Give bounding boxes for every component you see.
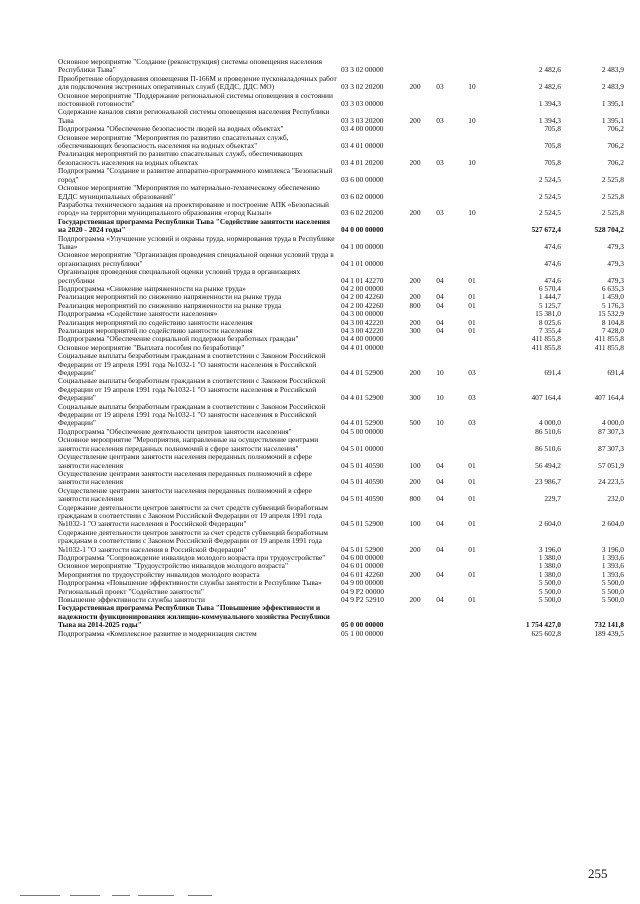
- row-description: Повышение эффективности службы занятости: [58, 595, 205, 604]
- row-amount-2024: 411 855,8: [531, 334, 561, 344]
- row-amount-2025: 232,0: [607, 494, 624, 504]
- budget-table: [0, 58, 640, 638]
- row-target-code: 04 4 01 00000: [341, 342, 384, 352]
- row-section: 04: [436, 519, 444, 529]
- row-description: Основное мероприятие "Мероприятия, направленные на осуществление центрами занятости населения переданных полномочий в сфере занятости населения": [58, 435, 319, 453]
- table-row: [0, 504, 640, 529]
- row-amount-2025: 2 483,9: [601, 82, 624, 92]
- row-description: Подпрограмма «Улучшение условий и охраны труда, нормирования труда в Республике Тыва»: [58, 233, 335, 251]
- row-target-code: 03 6 02 20200: [341, 208, 384, 218]
- table-row: [0, 377, 640, 402]
- table-row: [0, 470, 640, 487]
- row-section: 10: [436, 368, 444, 378]
- row-amount-2025: 691,4: [607, 368, 624, 378]
- table-row: [0, 92, 640, 109]
- row-expense-type: 800: [409, 494, 421, 504]
- row-amount-2024: 3 196,0: [538, 544, 561, 554]
- row-description: Основное мероприятие "Выплата пособия по безработице": [58, 342, 245, 352]
- row-amount-2024: 229,7: [544, 494, 561, 504]
- row-amount-2024: 1 394,3: [538, 115, 561, 125]
- row-description: Осуществление центрами занятости населения переданных полномочий в сфере занятости населения: [58, 468, 312, 487]
- row-expense-type: 500: [409, 418, 421, 428]
- row-amount-2025: 87 307,3: [598, 443, 624, 453]
- row-amount-2025: 189 439,5: [594, 628, 624, 638]
- row-section: 04: [436, 326, 444, 335]
- row-amount-2025: 479,3: [607, 275, 624, 285]
- row-section: 04: [436, 300, 444, 310]
- row-amount-2024: 2 482,6: [538, 65, 561, 75]
- row-description: Содержание деятельности центров занятости за счет средств субвенций безработным гражданам в соответствии с Законом Российской Федерации от 19 апреля 1991 года №1032-1 "О занятости населения в Российской Федерации": [58, 502, 328, 529]
- footer-rule: [138, 895, 174, 896]
- table-row: [0, 150, 640, 167]
- row-section: 04: [436, 494, 444, 504]
- row-section: 04: [436, 460, 444, 470]
- row-amount-2025: 528 704,2: [594, 225, 624, 235]
- row-subsection: 03: [468, 368, 476, 378]
- row-expense-type: 100: [409, 460, 421, 470]
- row-target-code: 04 1 00 00000: [341, 241, 384, 251]
- row-expense-type: 200: [409, 208, 421, 218]
- row-target-code: 03 6 00 00000: [341, 174, 384, 184]
- row-amount-2025: 5 176,3: [601, 300, 624, 310]
- row-target-code: 03 3 02 00000: [341, 65, 384, 75]
- row-amount-2025: 706,2: [607, 141, 624, 151]
- row-expense-type: 200: [409, 275, 421, 285]
- table-row: [0, 75, 640, 92]
- row-amount-2024: 5 500,0: [538, 586, 561, 596]
- row-amount-2024: 56 494,2: [535, 460, 561, 470]
- row-amount-2025: 1 395,1: [601, 99, 624, 109]
- row-amount-2024: 527 672,4: [531, 225, 561, 235]
- row-amount-2025: 407 164,4: [594, 393, 624, 403]
- row-target-code: 04 5 00 00000: [341, 426, 384, 436]
- table-row: [0, 167, 640, 184]
- row-amount-2024: 2 604,0: [538, 519, 561, 529]
- row-section: 10: [436, 393, 444, 403]
- row-expense-type: 200: [409, 595, 421, 604]
- row-subsection: 01: [468, 519, 476, 529]
- row-expense-type: 200: [409, 317, 421, 327]
- row-target-code: 04 2 00 42260: [341, 300, 384, 310]
- row-amount-2025: 87 307,3: [598, 426, 624, 436]
- row-target-code: 04 6 01 00000: [341, 561, 384, 571]
- row-target-code: 05 1 00 00000: [341, 628, 384, 638]
- footer-rule: [188, 895, 212, 896]
- row-amount-2024: 625 602,8: [531, 628, 561, 638]
- row-target-code: 04 5 01 00000: [341, 443, 384, 453]
- row-target-code: 03 3 02 20200: [341, 82, 384, 92]
- table-row: [0, 251, 640, 268]
- row-amount-2025: 24 223,5: [598, 477, 624, 487]
- row-target-code: 04 3 00 42220: [341, 317, 384, 327]
- row-description: Региональный проект "Содействие занятости": [58, 586, 204, 596]
- row-description: Подпрограмма "Обеспечение безопасности людей на водных объектах": [58, 124, 284, 134]
- row-amount-2025: 1 393,6: [601, 569, 624, 579]
- row-amount-2024: 7 355,4: [538, 326, 561, 335]
- row-amount-2025: 7 428,0: [601, 326, 624, 335]
- row-target-code: 04 5 01 40590: [341, 477, 384, 487]
- row-amount-2024: 705,8: [544, 157, 561, 167]
- row-expense-type: 200: [409, 82, 421, 92]
- row-description: Подпрограмма «Повышение эффективности службы занятости в Республике Тыва»: [58, 578, 322, 588]
- row-amount-2024: 15 381,0: [535, 309, 561, 319]
- row-target-code: 04 6 00 00000: [341, 552, 384, 562]
- row-amount-2025: 4 000,0: [601, 418, 624, 428]
- row-description: Социальные выплаты безработным гражданам в соответствии с Законом Российской Федерации от 19 апреля 1991 года №1032-1 "О занятости населения в Российской Федерации": [58, 401, 326, 428]
- row-amount-2025: 2 483,9: [601, 65, 624, 75]
- row-subsection: 01: [468, 317, 476, 327]
- row-description: Содержание каналов связи региональной системы оповещения населения Республики Тыва: [58, 107, 330, 125]
- row-amount-2025: 5 500,0: [601, 586, 624, 596]
- row-amount-2025: 411 855,8: [594, 342, 624, 352]
- row-amount-2024: 23 986,7: [535, 477, 561, 487]
- row-section: 04: [436, 477, 444, 487]
- row-target-code: 04 2 00 42260: [341, 292, 384, 302]
- row-amount-2025: 1 393,6: [601, 561, 624, 571]
- row-target-code: 04 5 01 52900: [341, 519, 384, 529]
- row-amount-2024: 691,4: [544, 368, 561, 378]
- row-target-code: 04 3 00 00000: [341, 309, 384, 319]
- footer-rule: [20, 895, 60, 896]
- table-row: [0, 487, 640, 504]
- row-target-code: 04 4 01 52900: [341, 393, 384, 403]
- row-section: 10: [436, 418, 444, 428]
- row-section: 03: [436, 208, 444, 218]
- row-amount-2025: 479,3: [607, 241, 624, 251]
- table-row: [0, 630, 640, 638]
- row-amount-2024: 8 025,6: [538, 317, 561, 327]
- row-amount-2025: 1 459,0: [601, 292, 624, 302]
- row-description: Подпрограмма "Обеспечение социальной поддержки безработных граждан": [58, 334, 299, 344]
- row-expense-type: 300: [409, 393, 421, 403]
- row-description: Реализация мероприятий по снижению напряженности на рынке труда: [58, 292, 282, 302]
- row-amount-2025: 732 141,8: [594, 620, 624, 630]
- row-target-code: 04 4 01 52900: [341, 368, 384, 378]
- row-amount-2025: 706,2: [607, 124, 624, 134]
- table-row: [0, 235, 640, 252]
- row-target-code: 04 3 00 42220: [341, 326, 384, 335]
- row-amount-2025: 2 525,8: [601, 208, 624, 218]
- row-amount-2025: 1 395,1: [601, 115, 624, 125]
- table-row: [0, 403, 640, 428]
- row-section: 04: [436, 275, 444, 285]
- row-amount-2024: 705,8: [544, 124, 561, 134]
- row-description: Подпрограмма "Сопровождение инвалидов молодого возраста при трудоустройстве": [58, 552, 326, 562]
- row-amount-2024: 1 380,0: [538, 561, 561, 571]
- table-row: [0, 108, 640, 125]
- row-expense-type: 200: [409, 368, 421, 378]
- row-target-code: 03 4 01 00000: [341, 141, 384, 151]
- row-amount-2024: 2 524,5: [538, 208, 561, 218]
- row-amount-2024: 705,8: [544, 141, 561, 151]
- row-target-code: 05 0 00 00000: [341, 620, 384, 630]
- table-row: [0, 201, 640, 218]
- row-target-code: 04 2 00 00000: [341, 283, 384, 293]
- row-subsection: 01: [468, 569, 476, 579]
- row-description: Основное мероприятие "Мероприятия по материально-техническому обеспечению ЕДДС муниципальных образований": [58, 183, 320, 201]
- row-subsection: 03: [468, 393, 476, 403]
- row-target-code: 03 4 01 20200: [341, 157, 384, 167]
- row-target-code: 04 5 01 52900: [341, 544, 384, 554]
- row-expense-type: 200: [409, 569, 421, 579]
- row-target-code: 04 6 01 42260: [341, 569, 384, 579]
- row-amount-2024: 1 754 427,0: [525, 620, 561, 630]
- table-row: [0, 184, 640, 201]
- row-description: Подпрограмма "Обеспечение деятельности центров занятости населения": [58, 426, 292, 436]
- row-amount-2024: 474,6: [544, 241, 561, 251]
- row-target-code: 04 0 00 00000: [341, 225, 384, 235]
- row-target-code: 04 5 01 40590: [341, 460, 384, 470]
- row-amount-2024: 1 380,0: [538, 552, 561, 562]
- row-section: 04: [436, 317, 444, 327]
- row-target-code: 04 1 01 42270: [341, 275, 384, 285]
- table-row: [0, 453, 640, 470]
- row-amount-2024: 1 394,3: [538, 99, 561, 109]
- row-amount-2024: 2 524,5: [538, 174, 561, 184]
- row-description: Социальные выплаты безработным гражданам в соответствии с Законом Российской Федерации от 19 апреля 1991 года №1032-1 "О занятости населения в Российской Федерации": [58, 351, 326, 378]
- row-target-code: 03 4 00 00000: [341, 124, 384, 134]
- row-subsection: 01: [468, 292, 476, 302]
- row-amount-2024: 6 570,4: [538, 283, 561, 293]
- row-description: Реализация мероприятий по содействию занятости населения: [58, 317, 253, 327]
- row-amount-2025: 411 855,8: [594, 334, 624, 344]
- row-amount-2025: 1 393,6: [601, 552, 624, 562]
- row-amount-2025: 15 532,9: [598, 309, 624, 319]
- row-expense-type: 800: [409, 300, 421, 310]
- table-row: [0, 352, 640, 377]
- row-target-code: 04 5 01 40590: [341, 494, 384, 504]
- row-amount-2025: 2 525,8: [601, 191, 624, 201]
- row-amount-2024: 411 855,8: [531, 342, 561, 352]
- row-subsection: 01: [468, 275, 476, 285]
- page-number: 255: [588, 866, 608, 881]
- row-amount-2024: 2 524,5: [538, 191, 561, 201]
- row-amount-2025: 8 104,8: [601, 317, 624, 327]
- row-amount-2024: 1 444,7: [538, 292, 561, 302]
- row-subsection: 01: [468, 544, 476, 554]
- row-description: Основное мероприятие "Создание (реконструкция) системы оповещения населения Республики Тыва": [58, 57, 323, 75]
- row-amount-2024: 1 380,0: [538, 569, 561, 579]
- row-expense-type: 200: [409, 115, 421, 125]
- row-target-code: 03 3 03 00000: [341, 99, 384, 109]
- table-row: [0, 218, 640, 235]
- row-subsection: 01: [468, 460, 476, 470]
- row-subsection: 01: [468, 477, 476, 487]
- row-amount-2025: 5 500,0: [601, 595, 624, 604]
- row-amount-2024: 474,6: [544, 275, 561, 285]
- row-description: Подпрограмма «Снижение напряженности на рынке труда»: [58, 283, 246, 293]
- row-subsection: 01: [468, 326, 476, 335]
- row-description: Реализация мероприятий по развитию спасательных служб, обеспечивающих безопасность населения на водных объектах: [58, 149, 303, 167]
- row-amount-2024: 86 510,6: [535, 426, 561, 436]
- row-amount-2024: 474,6: [544, 258, 561, 268]
- row-expense-type: 200: [409, 477, 421, 487]
- row-section: 04: [436, 544, 444, 554]
- row-section: 03: [436, 157, 444, 167]
- row-subsection: 10: [468, 82, 476, 92]
- row-description: Осуществление центрами занятости населения переданных полномочий в сфере занятости населения: [58, 452, 312, 470]
- table-row: [0, 604, 640, 629]
- row-amount-2024: 5 500,0: [538, 578, 561, 588]
- row-description: Подпрограмма «Комплексное развитие и модернизация систем: [58, 628, 257, 638]
- row-description: Разработка технического задания на проектирование и построение АПК «Безопасный город» на территории муниципального образования «город Кызыл»: [58, 199, 329, 218]
- row-target-code: 03 6 02 00000: [341, 191, 384, 201]
- row-description: Основное мероприятие "Поддержание региональной системы оповещения в состоянии постоянной готовности": [58, 90, 333, 109]
- row-description: Основное мероприятие "Трудоустройство инвалидов молодого возраста": [58, 561, 288, 571]
- row-description: Реализация мероприятий по содействию занятости населения: [58, 326, 253, 335]
- row-section: 04: [436, 595, 444, 604]
- footer-rule: [112, 895, 130, 896]
- row-section: 04: [436, 292, 444, 302]
- row-subsection: 03: [468, 418, 476, 428]
- row-section: 03: [436, 115, 444, 125]
- row-target-code: 04 4 01 52900: [341, 418, 384, 428]
- row-amount-2025: 2 525,8: [601, 174, 624, 184]
- row-subsection: 10: [468, 115, 476, 125]
- row-subsection: 10: [468, 208, 476, 218]
- row-amount-2025: 2 604,0: [601, 519, 624, 529]
- row-amount-2025: 57 051,9: [598, 460, 624, 470]
- row-description: Государственная программа Республики Тыва "Повышение эффективности и надежности функционирования жилищно-коммунального хозяйства Республики Тыва на 2014-2025 годы": [58, 603, 330, 630]
- table-row: [0, 268, 640, 285]
- row-target-code: 03 3 03 20200: [341, 115, 384, 125]
- row-description: Содержание деятельности центров занятости за счет средств субвенций безработным гражданам в соответствии с Законом Российской Федерации от 19 апреля 1991 года №1032-1 "О занятости населения в Российской Федерации": [58, 527, 328, 554]
- row-expense-type: 200: [409, 157, 421, 167]
- row-amount-2024: 5 500,0: [538, 595, 561, 604]
- row-description: Основное мероприятие "Организация проведения специальной оценки условий труда в организациях республики": [58, 250, 334, 268]
- table-row: [0, 529, 640, 554]
- row-target-code: 04 9 00 00000: [341, 578, 384, 588]
- row-description: Организация проведения специальной оценки условий труда в организациях республики: [58, 267, 301, 285]
- row-target-code: 04 9 P2 52910: [341, 595, 384, 604]
- row-subsection: 01: [468, 494, 476, 504]
- row-target-code: 04 1 01 00000: [341, 258, 384, 268]
- table-row: [0, 436, 640, 453]
- table-row: [0, 58, 640, 75]
- row-expense-type: 300: [409, 326, 421, 335]
- row-subsection: 01: [468, 595, 476, 604]
- row-subsection: 10: [468, 157, 476, 167]
- row-amount-2024: 2 482,6: [538, 82, 561, 92]
- row-description: Приобретение оборудования оповещения П-166М и проведение пусконаладочных работ для подключения экстренных оперативных служб (ЕДДС, ДДС МО): [58, 73, 337, 92]
- row-target-code: 04 4 00 00000: [341, 334, 384, 344]
- row-amount-2025: 6 635,3: [601, 283, 624, 293]
- footer-rule: [70, 895, 100, 896]
- row-section: 03: [436, 82, 444, 92]
- row-description: Подпрограмма «Содействие занятости населения»: [58, 309, 218, 319]
- row-amount-2025: 3 196,0: [601, 544, 624, 554]
- row-amount-2024: 86 510,6: [535, 443, 561, 453]
- row-target-code: 04 9 P2 00000: [341, 586, 384, 596]
- row-expense-type: 100: [409, 519, 421, 529]
- row-expense-type: 200: [409, 292, 421, 302]
- table-row: [0, 134, 640, 151]
- row-description: Государственная программа Республики Тыва "Содействие занятости населения на 2020 - 2024 годы": [58, 216, 330, 235]
- row-description: Осуществление центрами занятости населения переданных полномочий в сфере занятости населения: [58, 485, 312, 504]
- row-section: 04: [436, 569, 444, 579]
- row-description: Основное мероприятие "Мероприятия по развитию спасательных служб, обеспечивающих безопасность населения на водных объектах": [58, 132, 289, 151]
- row-amount-2024: 5 125,7: [538, 300, 561, 310]
- row-description: Реализация мероприятий по снижению напряженности на рынке труда: [58, 300, 282, 310]
- row-amount-2025: 706,2: [607, 157, 624, 167]
- row-amount-2024: 4 000,0: [538, 418, 561, 428]
- row-amount-2025: 479,3: [607, 258, 624, 268]
- row-description: Мероприятия по трудоустройству инвалидов молодого возраста: [58, 569, 260, 579]
- row-amount-2025: 5 500,0: [601, 578, 624, 588]
- row-amount-2024: 407 164,4: [531, 393, 561, 403]
- row-subsection: 01: [468, 300, 476, 310]
- row-description: Социальные выплаты безработным гражданам в соответствии с Законом Российской Федерации от 19 апреля 1991 года №1032-1 "О занятости населения в Российской Федерации": [58, 376, 326, 403]
- row-expense-type: 200: [409, 544, 421, 554]
- row-description: Подпрограмма "Создание и развитие аппаратно-программного комплекса "Безопасный город": [58, 166, 333, 184]
